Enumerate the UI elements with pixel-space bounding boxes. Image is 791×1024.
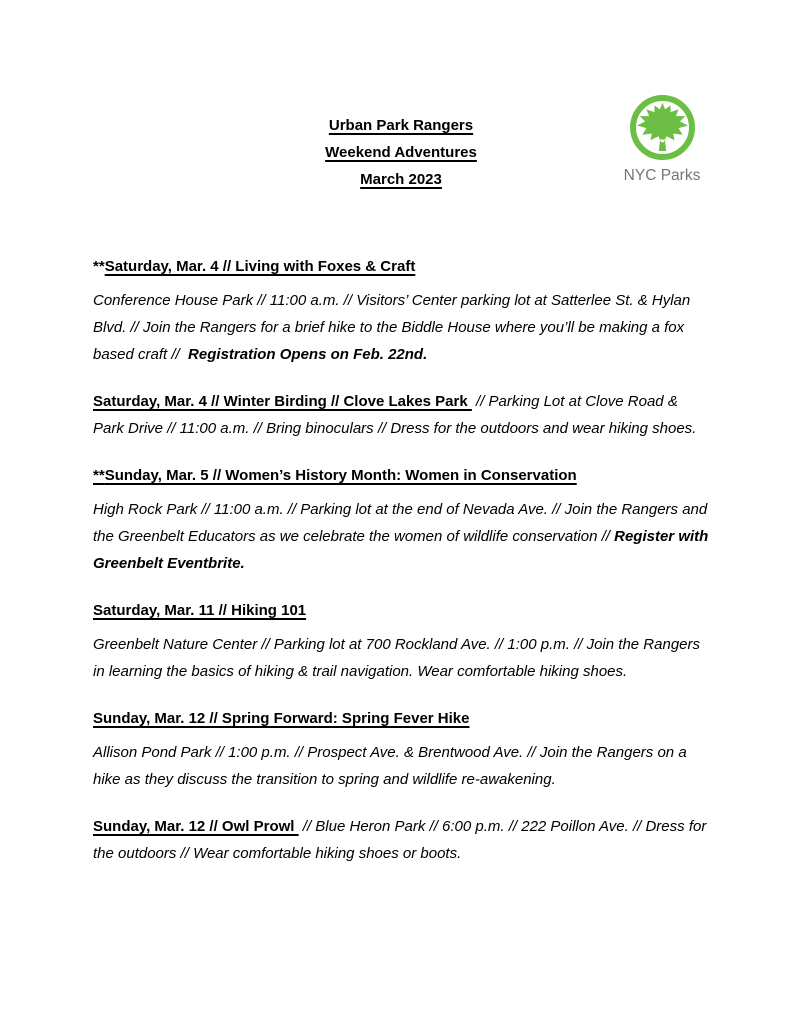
- event-body-text: Allison Pond Park // 1:00 p.m. // Prospect Ave. & Brentwood Ave. // Join the Rangers on a hike as they discuss the transition to spring and wildlife re-awakening.: [93, 744, 687, 788]
- event-section: [93, 705, 709, 793]
- document-content: [93, 112, 709, 887]
- event-body-text: // Parking Lot at Clove Road & Park Drive // 11:00 a.m. // Bring binoculars // Dress for the outdoors and wear hiking shoes.: [93, 393, 697, 437]
- event-heading-title: Saturday, Mar. 4 // Winter Birding // Clove Lakes Park: [93, 393, 472, 410]
- event-section: [93, 388, 709, 442]
- event-heading-title: Sunday, Mar. 12 // Owl Prowl: [93, 818, 299, 835]
- event-section: [93, 813, 709, 867]
- event-heading: [93, 462, 709, 489]
- event-paragraph: [93, 813, 709, 867]
- event-heading-title: Saturday, Mar. 11 // Hiking 101: [93, 602, 307, 619]
- event-section: [93, 597, 709, 685]
- event-heading: [93, 705, 709, 732]
- event-paragraph: [93, 705, 709, 793]
- event-paragraph: [93, 253, 709, 368]
- event-body-text: // Blue Heron Park // 6:00 p.m. // 222 Poillon Ave. // Dress for the outdoors // Wear comfortable hiking shoes or boots.: [93, 818, 707, 862]
- event-section: [93, 253, 709, 368]
- event-section: [93, 462, 709, 577]
- event-heading-prefix: **: [93, 467, 105, 484]
- event-heading: [93, 818, 299, 835]
- event-heading-title: Sunday, Mar. 5 // Women’s History Month: Women in Conservation: [104, 467, 577, 484]
- title-text: March 2023: [360, 171, 442, 188]
- event-heading-title: Saturday, Mar. 4 // Living with Foxes & Craft: [104, 258, 416, 275]
- event-paragraph: [93, 388, 709, 442]
- title-line-2: [93, 139, 709, 166]
- event-heading-prefix: **: [93, 258, 105, 275]
- event-body-text: Greenbelt Nature Center // Parking lot at 700 Rockland Ave. // 1:00 p.m. // Join the Rangers in learning the basics of hiking & trail navigation. Wear comfortable hiking shoes.: [93, 636, 700, 680]
- events-list: [93, 253, 709, 867]
- title-text: Weekend Adventures: [325, 144, 477, 161]
- event-heading-title: Sunday, Mar. 12 // Spring Forward: Spring Fever Hike: [93, 710, 470, 727]
- event-heading: [93, 597, 709, 624]
- event-body-emphasis: Registration Opens on Feb. 22nd.: [183, 346, 428, 363]
- event-paragraph: [93, 597, 709, 685]
- title-text: Urban Park Rangers: [328, 117, 474, 134]
- event-body-text: High Rock Park // 11:00 a.m. // Parking lot at the end of Nevada Ave. // Join the Rangers and the Greenbelt Educators as we celebrate the women of wildlife conservation //: [93, 501, 708, 545]
- event-body-emphasis: Register with Greenbelt Eventbrite.: [93, 528, 709, 572]
- title-line-3: [93, 166, 709, 193]
- event-heading: [93, 393, 472, 410]
- nyc-parks-logo-label: NYC Parks: [623, 167, 701, 184]
- title-line-1: [93, 112, 709, 139]
- event-body-text: Conference House Park // 11:00 a.m. // Visitors’ Center parking lot at Satterlee St. & Hylan Blvd. // Join the Rangers for a brief hike to the Biddle House where you’ll be making a fox based craft //: [93, 292, 691, 363]
- event-heading: [93, 253, 709, 280]
- event-paragraph: [93, 462, 709, 577]
- document-title-block: [93, 112, 709, 193]
